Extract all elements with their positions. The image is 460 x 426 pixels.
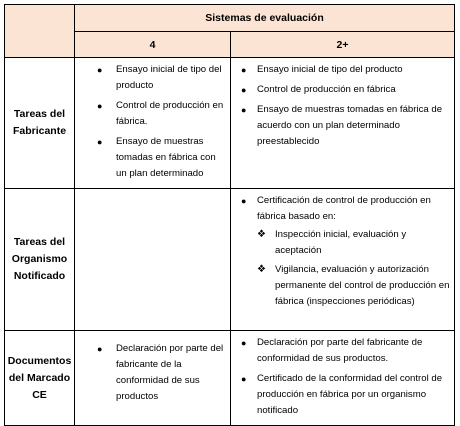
cell-documentos-4	[75, 331, 231, 426]
row-label-organismo-text: Tareas del Organismo Notificado	[11, 236, 68, 282]
diamond-bullet-icon: ❖	[257, 264, 266, 275]
list-item-text: Declaración por parte del fabricante de la conformidad de sus productos	[116, 343, 224, 402]
list-item	[239, 335, 450, 367]
cell-organismo-4	[75, 189, 231, 331]
list-item-text: Certificado de la conformidad del control de producción en fábrica por un organismo notificado	[257, 373, 443, 416]
list-item-text: Declaración por parte del fabricante de conformidad de sus productos.	[257, 337, 423, 364]
cell-fabricante-4	[75, 58, 231, 189]
sub-list-item-text: Vigilancia, evaluación y autorización permanente del control de producción en fábrica (inspecciones periódicas)	[275, 264, 450, 307]
cell-documentos-2plus	[231, 331, 455, 426]
cell-fabricante-2plus	[231, 58, 455, 189]
group-header-label: Sistemas de evaluación	[205, 12, 324, 24]
list-item-text: Ensayo inicial de tipo del producto	[257, 64, 403, 75]
bullet-icon: ●	[97, 344, 103, 354]
list-item	[239, 62, 450, 78]
list-item	[239, 193, 450, 310]
row-documentos	[5, 331, 455, 426]
sub-list-item	[257, 227, 450, 259]
list-item	[83, 341, 226, 405]
diamond-bullet-icon: ❖	[257, 229, 266, 240]
column-header-2plus	[231, 32, 455, 58]
list-item-text: Ensayo inicial de tipo del producto	[116, 64, 222, 91]
bullet-icon: ●	[97, 65, 103, 75]
sub-list-item-text: Inspección inicial, evaluación y aceptación	[275, 229, 407, 256]
bullet-icon: ●	[97, 101, 103, 111]
row-label-documentos	[5, 331, 75, 426]
list-item	[83, 134, 226, 182]
column-header-4	[75, 32, 231, 58]
corner-cell	[5, 5, 75, 58]
bullet-icon: ●	[241, 105, 247, 115]
row-label-organismo	[5, 189, 75, 331]
row-fabricante	[5, 58, 455, 189]
evaluation-systems-table	[4, 4, 455, 426]
list-item-text: Control de producción en fábrica.	[116, 100, 224, 127]
list-item	[239, 82, 450, 98]
list-item	[83, 62, 226, 94]
list-item-text: Certificación de control de producción en fábrica basado en:	[257, 195, 431, 222]
list-item	[239, 371, 450, 419]
list-item-text: Control de producción en fábrica	[257, 84, 396, 95]
row-label-fabricante-text: Tareas del Fabricante	[12, 108, 67, 137]
column-header-2plus-label: 2+	[336, 38, 349, 51]
row-organismo	[5, 189, 455, 331]
row-label-documentos-text: Documentos del Marcado CE	[7, 354, 72, 401]
list-item-text: Ensayo de muestras tomadas en fábrica de acuerdo con un plan determinado preestablecido	[257, 104, 443, 147]
bullet-icon: ●	[241, 65, 247, 75]
list-item	[83, 98, 226, 130]
row-label-fabricante	[5, 58, 75, 189]
column-header-4-label: 4	[149, 38, 156, 51]
bullet-icon: ●	[241, 85, 247, 95]
list-item	[239, 102, 450, 150]
bullet-icon: ●	[241, 374, 247, 384]
cell-organismo-2plus	[231, 189, 455, 331]
bullet-icon: ●	[97, 137, 103, 147]
bullet-icon: ●	[241, 338, 247, 348]
bullet-icon: ●	[241, 196, 247, 206]
group-header	[75, 5, 455, 32]
sub-list-item	[257, 262, 450, 310]
list-item-text: Ensayo de muestras tomadas en fábrica con un plan determinado	[116, 136, 216, 179]
